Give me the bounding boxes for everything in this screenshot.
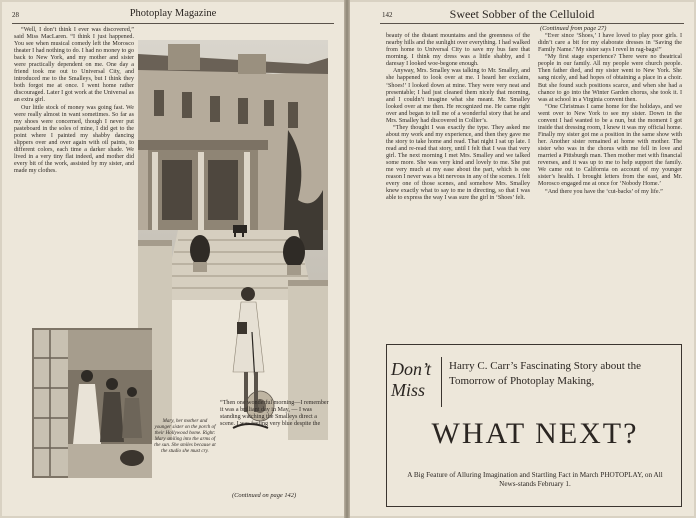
paragraph: “Well, I don’t think I ever was discovered,” said Miss MacLaren. “I think I just happened. You see when musical comedy left the Morosco theater I had nothing to do. I had no money to go back to New York, and my mother and sister were practically dependent on me. One day a friend took me out to Universal City, and introduced me to the Smalleys, but I think they both forgot me at once. I went home rather discouraged. Later I got work at the Universal as an extra girl. [14,27,134,104]
running-header: Photoplay Magazine [129,8,217,19]
advertisement-box [386,344,682,507]
inset-family-photo [32,328,152,478]
article-column-2: “Then one wonderful morning—I remember it was a brilliant day in May, — I was standing watching the Smalleys direct a scene. I was feeling very blue despite the [220,400,329,428]
ad-dont-miss [391,359,431,401]
continued-note: (Continued on page 142) [232,492,297,499]
paragraph: “One Christmas I came home for the holidays, and we went over to New York to see my sister. Down in the convent I had wanted to be a nun, but the moment I got inside that dressing room, I knew it was my official home. Finally my sister got me a position in the same show with her. Another sister remained at home with mother. The sister who was in the chorus with me fell in love and married a Pittsburgh man. Then mother met with financial reverses, and it was up to me to help support the family. We came out to California on account of my younger sister’s health. I brought letters from the east, and Mr. Morosco engaged me at once for ‘Nobody Home.’ [538,103,682,188]
ad-feature-line: A Big Feature of Alluring Imagination and Startling Fact in March PHOTOPLAY, on All News-stands February 1. [407,471,663,488]
left-page [2,2,344,516]
article-column-1 [386,33,530,341]
header-rule [12,23,334,24]
ad-divider [441,357,442,407]
page-number: 142 [382,11,393,19]
article-column-1 [14,27,134,325]
header-rule [380,23,684,24]
page-number: 28 [12,11,19,19]
ad-headline: WHAT NEXT? [431,417,639,450]
paragraph: Our little stock of money was going fast. We were really almost in want sometimes. So far as my shoes were concerned, though I never put pasteboard in the soles of mine, I did get to the point where I painted my shabby dancing slippers over and over again with oil paints, to different colors, each time a darker shade. We lived in a very tiny flat indeed, and mother did every bit of the work, assisted by my sister, and made my clothes. [14,104,134,175]
photo-caption: Mary, her mother and younger sister on the porch of their Hollywood home. Right: Mary smiling into the arms of the sun. She smiles because at the studio she must cry. [154,418,216,454]
ad-miss-text: Miss [391,380,426,400]
paragraph: “They thought I was exactly the type. They asked me about my work and my experience, and then they gave me the story to take home and read. That night I sat up late. I read and re-read that story, until I felt that I was that very girl. The next morning I met Mrs. Smalley and we talked some more. She was very kind and lovely to me. She put me very much at my ease about the part, which is one reason I never was a bit nervous in any of the scenes. I felt every one of those scenes, and somehow Mrs. Smalley knew exactly what to say to me in directing, so that I was able to express the way I was sure the girl in ‘Shoes’ felt. [386,124,530,202]
paragraph: “And there you have the ‘cut-backs’ of my life.” [545,188,663,195]
right-page [350,2,694,516]
ad-dont-text: Don’t [391,359,431,379]
paragraph: “My first stage experience? There were no theatrical people in our family. All my people were church people. Then father died, and my sister went to New York. She sang nicely, and had hopes of obtaining a place in a choir. But she found such positions scarce, and when she had a chance to go into the Winter Garden chorus, she took it. I was at school in a Virginia convent then. [538,54,682,103]
paragraph: beauty of the distant mountains and the greenness of the nearby hills and the sunlight over everything. I had walked from home to Universal City to save my bus fare that morning. I think my dress was a little shabby, and I daresay I looked woe-begone enough. [386,33,530,68]
house-photo [138,40,328,440]
paragraph: “Ever since ‘Shoes,’ I have loved to play poor girls. I didn’t care a bit for my elaborate dresses in ‘Saving the Family Name.’ My sister says I revel in rag-bags!” [538,33,682,54]
continued-from-note: (Continued from page 27) [540,25,607,32]
article-column-2 [538,33,682,341]
ad-story-line: Harry C. Carr’s Fascinating Story about the Tomorrow of Photoplay Making, [449,360,641,387]
paragraph: Anyway, Mrs. Smalley was talking to Mr. Smalley, and she happened to look over at me. I heard her exclaim, ‘Shoes!’ I looked down at mine. They were very neat and presentable; I had just cleaned them nicely that morning, and I couldn’t imagine what she meant. Mr. Smalley looked over at me then. He recognized me. He came right over and began to tell me of a wonderful story that he and Mrs. Smalley had discovered in Collier’s. [386,68,530,124]
running-header: Sweet Sobber of the Celluloid [449,7,595,21]
